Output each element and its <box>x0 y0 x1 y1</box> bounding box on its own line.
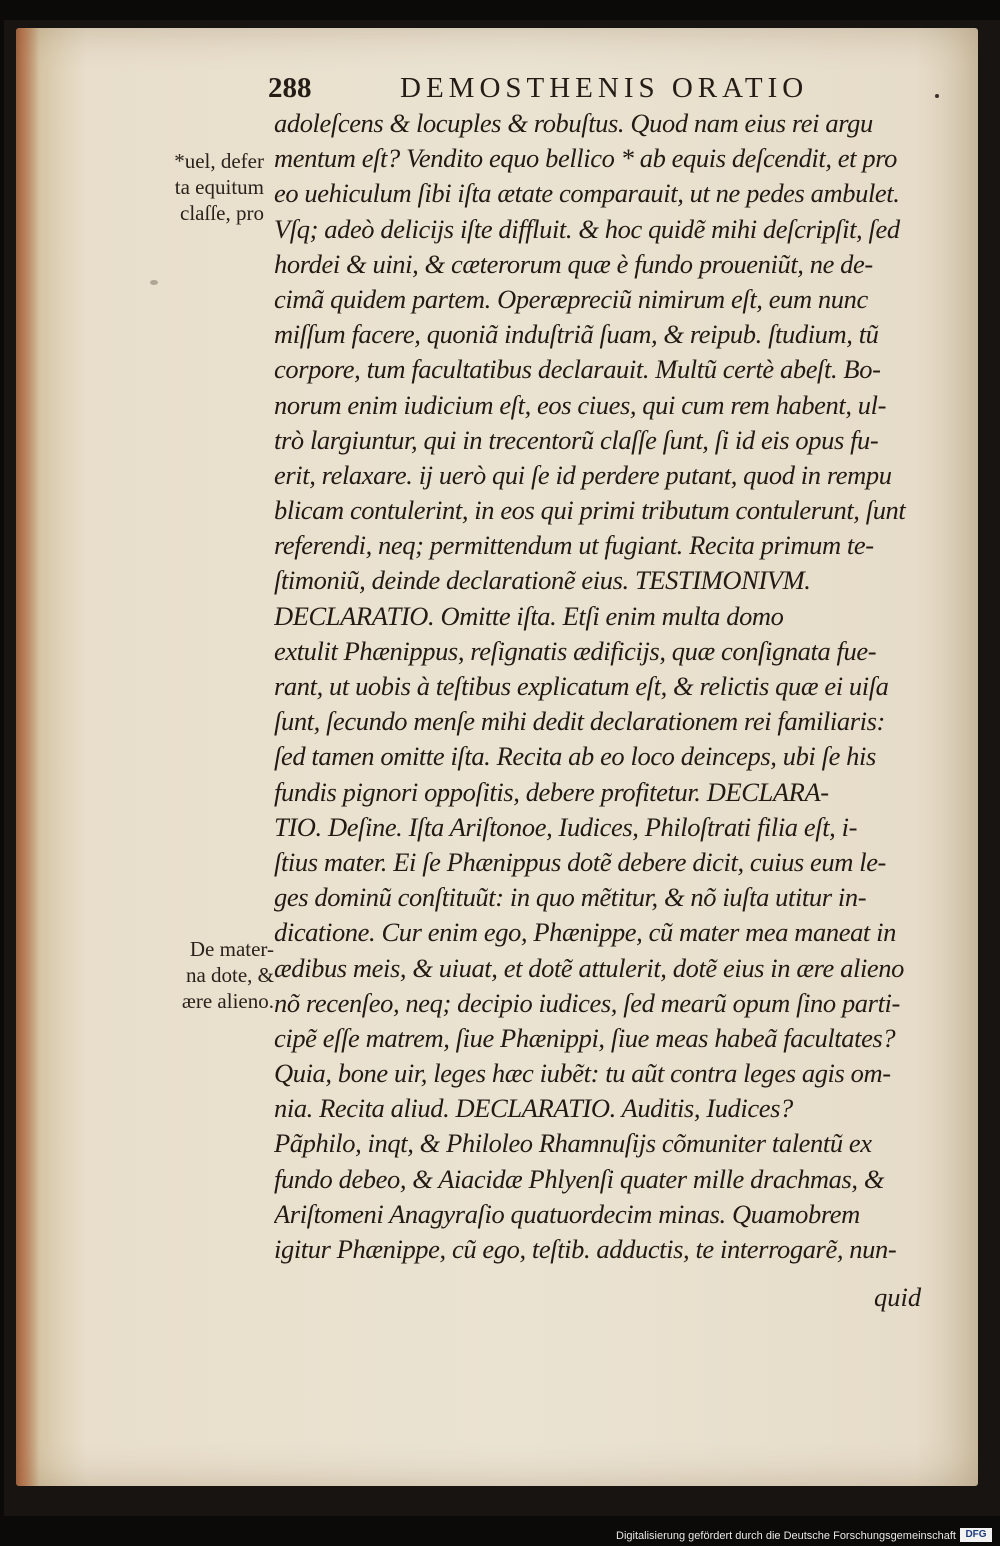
text-line: corpore, tum facultatibus declarauit. Multũ certè abeſt. Bo- <box>274 354 881 385</box>
text-line: dicatione. Cur enim ego, Phænippe, cũ mater mea maneat in <box>274 917 896 948</box>
text-line: miſſum facere, quoniã induſtriã ſuam, & reipub. ſtudium, tũ <box>274 319 879 350</box>
text-line: nia. Recita aliud. DECLARATIO. Auditis, Iudices? <box>274 1093 793 1124</box>
text-line: ſunt, ſecundo menſe mihi dedit declarationem rei familiaris: <box>274 706 885 737</box>
text-line: adoleſcens & locuples & robuſtus. Quod nam eius rei argu <box>274 108 873 138</box>
text-line: fundo debeo, & Aiacidæ Phlyenſi quater mille drachmas, & <box>274 1163 885 1194</box>
text-line: ſtimoniũ, deinde declarationẽ eius. TESTIMONIVM. <box>274 565 811 596</box>
text-line: norum enim iudicium eſt, eos ciues, qui cum rem habent, ul- <box>274 389 887 420</box>
text-line: fundis pignori oppoſitis, debere profitetur. DECLARA- <box>274 776 829 807</box>
text-line: igitur Phænippe, cũ ego, teſtib. adductis, te interrogarẽ, nun- <box>274 1234 897 1264</box>
page-edge <box>16 28 40 1486</box>
text-line: ædibus meis, & uiuat, et dotẽ attulerit, dotẽ eius in ære alieno <box>274 952 904 983</box>
text-line: blicam contulerint, in eos qui primi tributum contulerunt, ſunt <box>274 495 906 526</box>
text-line: ges dominũ conſtituũt: in quo mẽtitur, & nõ iuſta utitur in- <box>274 882 867 913</box>
ink-dot <box>935 94 939 98</box>
text-line: Ariſtomeni Anagyraſio quatuordecim minas. Quamobrem <box>274 1198 860 1229</box>
text-line: cimã quidem partem. Operæpreciũ nimirum eſt, eum nunc <box>274 283 868 314</box>
text-line: mentum eſt? Vendito equo bellico * ab equis deſcendit, et pro <box>274 143 897 174</box>
margin-note-line: ta equitum <box>174 175 264 199</box>
margin-note-topic <box>112 936 274 1014</box>
text-line: nõ recenſeo, neq; decipio iudices, ſed mearũ opum ſino parti- <box>274 987 900 1018</box>
text-line: eo uehiculum ſibi iſta ætate comparauit, ut ne pedes ambulet. <box>274 178 900 209</box>
margin-note-line: De mater- <box>189 937 274 961</box>
margin-note-variant <box>118 148 264 226</box>
text-line: erit, relaxare. ij uerò qui ſe id perdere putant, quod in rempu <box>274 459 892 490</box>
text-line: DECLARATIO. Omitte iſta. Etſi enim multa domo <box>274 600 784 631</box>
text-line: ſtius mater. Ei ſe Phænippus dotẽ debere dicit, cuius eum le- <box>274 846 886 877</box>
text-line: Quia, bone uir, leges hæc iubẽt: tu aũt contra leges agis om- <box>274 1058 891 1089</box>
text-line: Pãphilo, inqt, & Philoleo Rhamnuſijs cõmuniter talentũ ex <box>274 1128 872 1159</box>
text-line: trò largiuntur, qui in trecentorũ claſſe ſunt, ſi id eis opus fu- <box>274 424 879 455</box>
text-line: rant, ut uobis à teſtibus explicatum eſt, & relictis quæ ei uiſa <box>274 671 889 701</box>
margin-note-line: na dote, & <box>185 963 274 987</box>
main-text <box>274 106 934 1267</box>
text-line: hordei & uini, & cæterorum quæ è fundo proueniũt, ne de- <box>274 248 873 279</box>
text-line: TIO. Deſine. Iſta Ariſtonoe, Iudices, Philoſtrati filia eſt, i- <box>274 811 858 842</box>
running-title: DEMOSTHENIS ORATIO <box>400 72 809 104</box>
catchword: quid <box>874 1282 922 1312</box>
text-line: extulit Phænippus, reſignatis ædificijs, quæ conſignata fue- <box>274 635 877 666</box>
margin-note-line: *uel, defer <box>174 149 264 173</box>
page-number: 288 <box>268 72 312 104</box>
text-line: referendi, neq; permittendum ut fugiant. Recita primum te- <box>274 530 874 561</box>
margin-note-line: claſſe, pro <box>180 201 264 225</box>
margin-note-line: ære alieno. <box>181 989 274 1013</box>
text-line: Vſq; adeò delicijs iſte diffluit. & hoc quidẽ mihi deſcripſit, ſed <box>274 213 900 244</box>
ink-smudge <box>150 280 158 285</box>
funding-credit: Digitalisierung gefördert durch die Deutsche Forschungsgemeinschaft <box>616 1530 956 1542</box>
dfg-logo: DFG <box>960 1528 992 1542</box>
text-line: ſed tamen omitte iſta. Recita ab eo loco deinceps, ubi ſe his <box>274 741 876 772</box>
text-line: cipẽ eſſe matrem, ſiue Phænippi, ſiue meas habeã facultates? <box>274 1022 896 1053</box>
